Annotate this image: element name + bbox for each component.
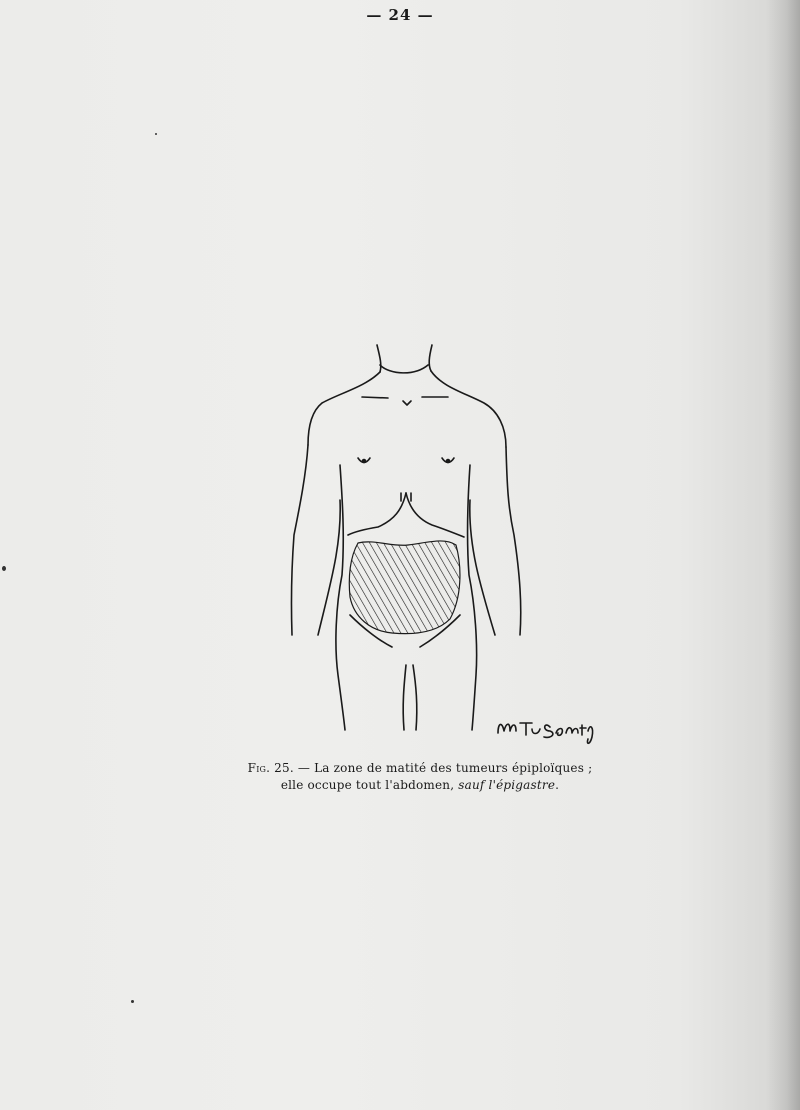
caption-text-line-2: elle occupe tout l'abdomen,	[280, 778, 459, 792]
neck-outline	[377, 345, 381, 372]
inner-leg	[403, 665, 406, 730]
left-arm	[291, 445, 308, 635]
binding-shadow	[766, 0, 800, 1110]
dullness-zone	[349, 541, 460, 634]
left-shoulder	[308, 372, 380, 445]
caption-end: .	[555, 778, 560, 792]
figure-label: Fig. 25.	[247, 761, 294, 775]
scan-speck	[2, 566, 6, 571]
rib-margins	[348, 493, 406, 535]
artist-signature	[498, 723, 593, 743]
scan-speck	[155, 133, 157, 135]
scan-speck	[131, 1000, 134, 1003]
figure-caption	[220, 760, 620, 794]
anatomical-figure	[270, 335, 600, 755]
caption-emphasis: sauf l'épigastre	[458, 778, 556, 792]
torso-right	[467, 465, 476, 730]
right-shoulder	[431, 371, 506, 447]
caption-text-line-1: — La zone de matité des tumeurs épiploïques ;	[293, 761, 593, 775]
page-number: — 24 —	[366, 6, 434, 24]
